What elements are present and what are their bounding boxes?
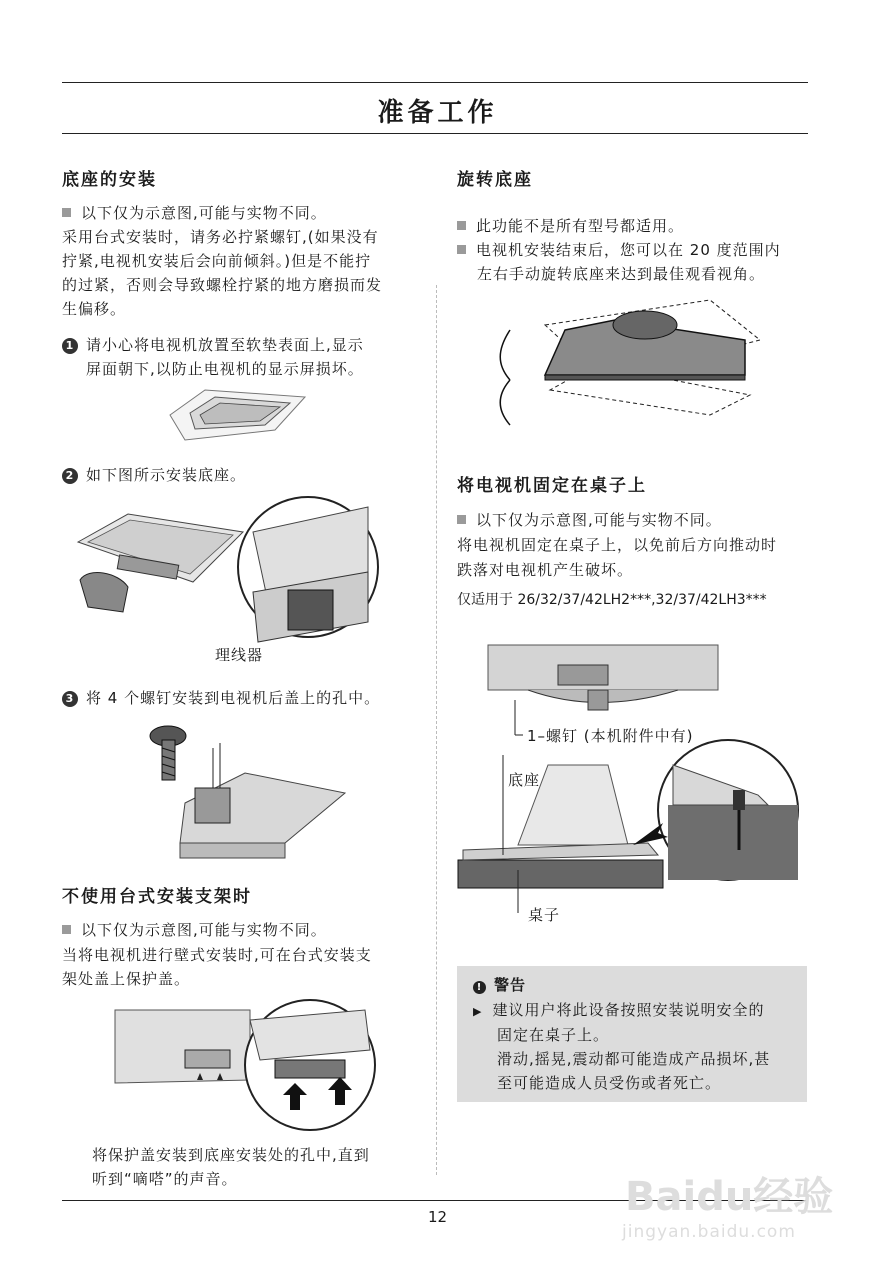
step-3: 3 将 4 个螺钉安装到电视机后盖上的孔中。 [62,686,380,711]
section-heading-fix-desk: 将电视机固定在桌子上 [457,476,647,496]
caution-line-1: ▶ 建议用户将此设备按照安装说明安全的 [473,1001,765,1019]
watermark-logo: Baidu经验 [625,1174,834,1220]
swivel-cont: 左右手动旋转底座来达到最佳观看视角。 [477,265,766,283]
title-rule [62,133,808,134]
note-line: 以下仅为示意图,可能与实物不同。 [62,201,327,226]
tv-on-cushion-illustration [165,385,315,450]
page-title: 准备工作 [377,98,498,128]
step-1-cont: 屏面朝下,以防止电视机的显示屏损坏。 [86,360,364,378]
caution-line-4: 至可能造成人员受伤或者死亡。 [497,1074,722,1092]
screw-label: 1–螺钉 (本机附件中有) [527,727,694,745]
caution-title: ! 警告 [473,973,526,998]
warning-icon: ! [473,981,486,994]
square-bullet-icon [62,208,71,217]
para-line-1: 将电视机固定在桌子上，以免前后方向推动时 [457,536,778,554]
step-number-icon: 2 [62,468,78,484]
note-line: 以下仅为示意图,可能与实物不同。 [457,508,722,533]
caution-line-2: 固定在桌子上。 [497,1026,610,1044]
para-line-1: 采用台式安装时，请务必拧紧螺钉,(如果没有 [62,228,379,246]
square-bullet-icon [457,515,466,524]
step-number-icon: 1 [62,338,78,354]
swivel-bullet-1: 此功能不是所有型号都适用。 [457,214,684,239]
section-heading-stand-install: 底座的安装 [62,170,157,190]
square-bullet-icon [457,245,466,254]
para-line-1: 当将电视机进行壁式安装时,可在台式安装支 [62,946,372,964]
caution-line-3: 滑动,摇晃,震动都可能造成产品损坏,甚 [497,1050,771,1068]
step-number-icon: 3 [62,691,78,707]
step-2: 2 如下图所示安装底座。 [62,463,246,488]
watermark-url: jingyan.baidu.com [622,1222,796,1242]
stand-install-illustration [68,492,413,662]
bottom-text-2: 听到“嘀嗒”的声音。 [92,1170,238,1188]
para-line-4: 生偏移。 [62,300,127,318]
protective-cover-illustration [115,1005,415,1135]
desk-label: 桌子 [528,906,561,924]
square-bullet-icon [62,925,71,934]
para-line-2: 拧紧,电视机安装后会向前倾斜。)但是不能拧 [62,252,372,270]
page-number: 12 [427,1208,448,1226]
section-heading-swivel: 旋转底座 [457,170,533,190]
cable-manager-label: 理线器 [215,646,264,664]
para-line-3: 的过紧，否则会导致螺栓拧紧的地方磨损而发 [62,276,383,294]
para-line-2: 跌落对电视机产生破坏。 [457,561,634,579]
step-1: 1 请小心将电视机放置至软垫表面上,显示 [62,333,364,358]
note-line: 以下仅为示意图,可能与实物不同。 [62,918,327,943]
arrow-bullet-icon: ▶ [473,1005,483,1018]
bottom-text-1: 将保护盖安装到底座安装处的孔中,直到 [92,1146,370,1164]
stand-label: 底座 [508,771,541,789]
swivel-stand-illustration [495,295,765,435]
para-line-2: 架处盖上保护盖。 [62,970,191,988]
square-bullet-icon [457,221,466,230]
column-divider [436,285,437,1175]
swivel-bullet-2: 电视机安装结束后，您可以在 20 度范围内 [457,238,781,263]
top-rule [62,82,808,83]
screw-install-illustration [135,718,350,863]
section-heading-no-stand: 不使用台式安装支架时 [62,887,252,907]
applicable-models: 仅适用于 26/32/37/42LH2***,32/37/42LH3*** [457,592,767,608]
